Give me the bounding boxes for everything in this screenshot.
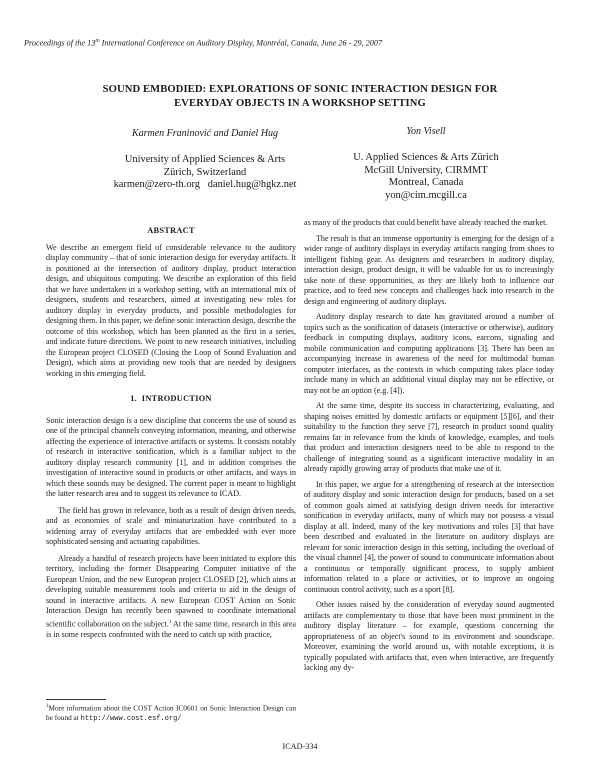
footnote [46, 702, 296, 724]
intro-paragraph-3-body: Already a handful of research projects have been initiated to explore this territory, including the former Disappearing Computer initiative of the European Union, and the new European project CLOSED [2], which aims at developing suitable measurement tools and criteria to aid in the design of sound in interactive artifacts. A new European COST Action on Sonic Interaction Design has recently been spawned to coordinate international scientific collaboration on the subject. [46, 553, 296, 629]
footnote-ref: 1 [168, 618, 172, 625]
right-paragraph-2: Auditory display research to date has gravitated around a number of topics such as the sonification of datasets (interactive or otherwise), auditory feedback in computing displays, auditory icons, earcons, signaling and mobile communication and computing applications [3]. There has been an accompanying increase in awareness of the need for multimodal human computer interfaces, as the contexts in which computing takes place today include many in which an additional visual display may not be effective, or may not be an option (e.g. [4]). [304, 312, 554, 395]
running-head-post: International Conference on Auditory Display, Montréal, Canada, June 26 - 29, 2007 [99, 38, 383, 48]
footnote-rule [46, 699, 106, 700]
introduction-heading: 1. INTRODUCTION [130, 394, 212, 403]
running-head-pre: Proceedings of the 13 [24, 38, 96, 48]
affiliation-left-1: University of Applied Sciences & Arts [124, 154, 286, 165]
title-line-2: EVERYDAY OBJECTS IN A WORKSHOP SETTING [174, 97, 426, 109]
running-head [24, 38, 584, 48]
intro-paragraph-2: The field has grown in relevance, both as a result of design driven needs, and as economies of scale and miniaturization have contributed to a widening array of everyday artifacts that are embedded with ever more sophisticated sensing and actuating capabilities. [46, 505, 296, 546]
author-block-left [90, 128, 320, 192]
right-paragraph-3: At the same time, despite its success in characterizing, evaluating, and shaping noises emitted by domestic artifacts or equipment [5][6], and their suitability to the function they serve [7], research in product sound quality remains far in relevance from the kinds of knowledge, examples, and tools that product and interaction designers need to be able to respond to the challenge of integrating sound as a significant interactive modality in an already rapidly growing array of products that make use of it. [304, 401, 554, 473]
intro-paragraph-3 [46, 554, 296, 641]
title-line-1: SOUND EMBODIED: EXPLORATIONS OF SONIC INTERACTION DESIGN FOR [102, 84, 498, 95]
paper-title [40, 83, 560, 110]
author-emails-left: karmen@zero-th.org daniel.hug@hgkz.net [113, 179, 297, 191]
footnote-marker: 1 [46, 704, 49, 709]
footnote-text: More information about the COST Action IC0601 on Sonic Interaction Design can be found at [46, 703, 296, 722]
right-paragraph-4: In this paper, we argue for a strengthening of research at the intersection of auditory display and sonic interaction design for products, based on a set of common goals aimed at satisfying design driven needs for interactive sonification in everyday artifacts, many of which may not possess a visual display at all. Indeed, many of the key motivations and roles [3] that have been described and evaluated in the literature on auditory displays are relevant for sonic interaction design in this setting, including the overload of the visual channel [4], the power of sound to communicate information about a continuous or temporally significant process, to supply ambient information related to a place or activities, or to improve an ongoing continuous control activity, such as a sport [8]. [304, 479, 554, 594]
right-column [304, 218, 554, 674]
affiliation-left-2: Zürich, Switzerland [163, 166, 247, 178]
right-paragraph-5: Other issues raised by the consideration of everyday sound augmented artifacts are complementary to those that have been most prominent in the auditory display literature – for example, questions concerning the appropriateness of an object's sound to its environment and soundscape. Moreover, examining the world around us, with notable exceptions, it is typically populated with artifacts that, even when interactive, are frequently lacking any dy- [304, 600, 554, 672]
intro-paragraph-3-tail: At the same time, research in this area is in some respects confronted with the need to catch up with practice, [46, 619, 296, 639]
footnote-url[interactable]: http://www.cost.esf.org/ [80, 714, 182, 723]
author-names-left: Karmen Franinović and Daniel Hug [131, 128, 279, 139]
page-number: ICAD-334 [282, 742, 318, 751]
author-block-right [316, 126, 536, 202]
intro-paragraph-1: Sonic interaction design is a new discipline that concerns the use of sound as one of the principal channels conveying information, meaning, and otherwise affecting the experience of interactive artifacts or systems. It consists notably of research in interactive sonification, which is a familiar subject to the auditory display research community [1], and in addition comprises the investigation of interactive sound in products or other artifacts, and ways in which these sounds may be designed. The current paper is meant to highlight the latter research area and to suggest its relevance to ICAD. [46, 415, 296, 498]
right-paragraph-0: as many of the products that could benefit have already reached the market. [304, 218, 548, 227]
author-email-right: yon@cim.mcgill.ca [385, 189, 467, 201]
abstract-text: We describe an emergent field of considerable relevance to the auditory display community – that of sonic interaction design for everyday artifacts. It is positioned at the intersection of auditory display, product interaction design, and ubiquitous computing. We describe an exploration of this field that we have undertaken in a workshop setting, with an international mix of designers, students and researchers, aimed at investigating new roles for auditory display in everyday products, and possible methodologies for designing them. In this paper, we define sonic interaction design, describe the outcome of this workshop, which has been planned as the first in a series, and indicate future directions. We point to new research initiatives, including the European project CLOSED (Closing the Loop of Sound Evaluation and Design), which aims at providing new tools that are needed by designers working in this emerging field. [46, 242, 296, 378]
affiliation-right-3: Montreal, Canada [388, 177, 464, 189]
right-paragraph-1: The result is that an immense opportunity is emerging for the design of a wider range of auditory displays in everyday artifacts ranging from shoes to intelligent fishing gear. As designers and researchers in auditory display, interaction design, product design, it will be valuable for us to increasingly take note of these opportunities, as they are likely both to influence our practice, and to feed new concepts and challenges back into research in the design and engineering of auditory displays. [304, 233, 554, 306]
left-column [46, 226, 296, 640]
author-names-right: Yon Visell [406, 126, 446, 137]
running-head-sup: th [95, 38, 100, 44]
affiliation-right-1: U. Applied Sciences & Arts Zürich [353, 152, 499, 163]
affiliation-right-2: McGill University, CIRMMT [364, 164, 488, 176]
abstract-heading: ABSTRACT [147, 226, 195, 235]
